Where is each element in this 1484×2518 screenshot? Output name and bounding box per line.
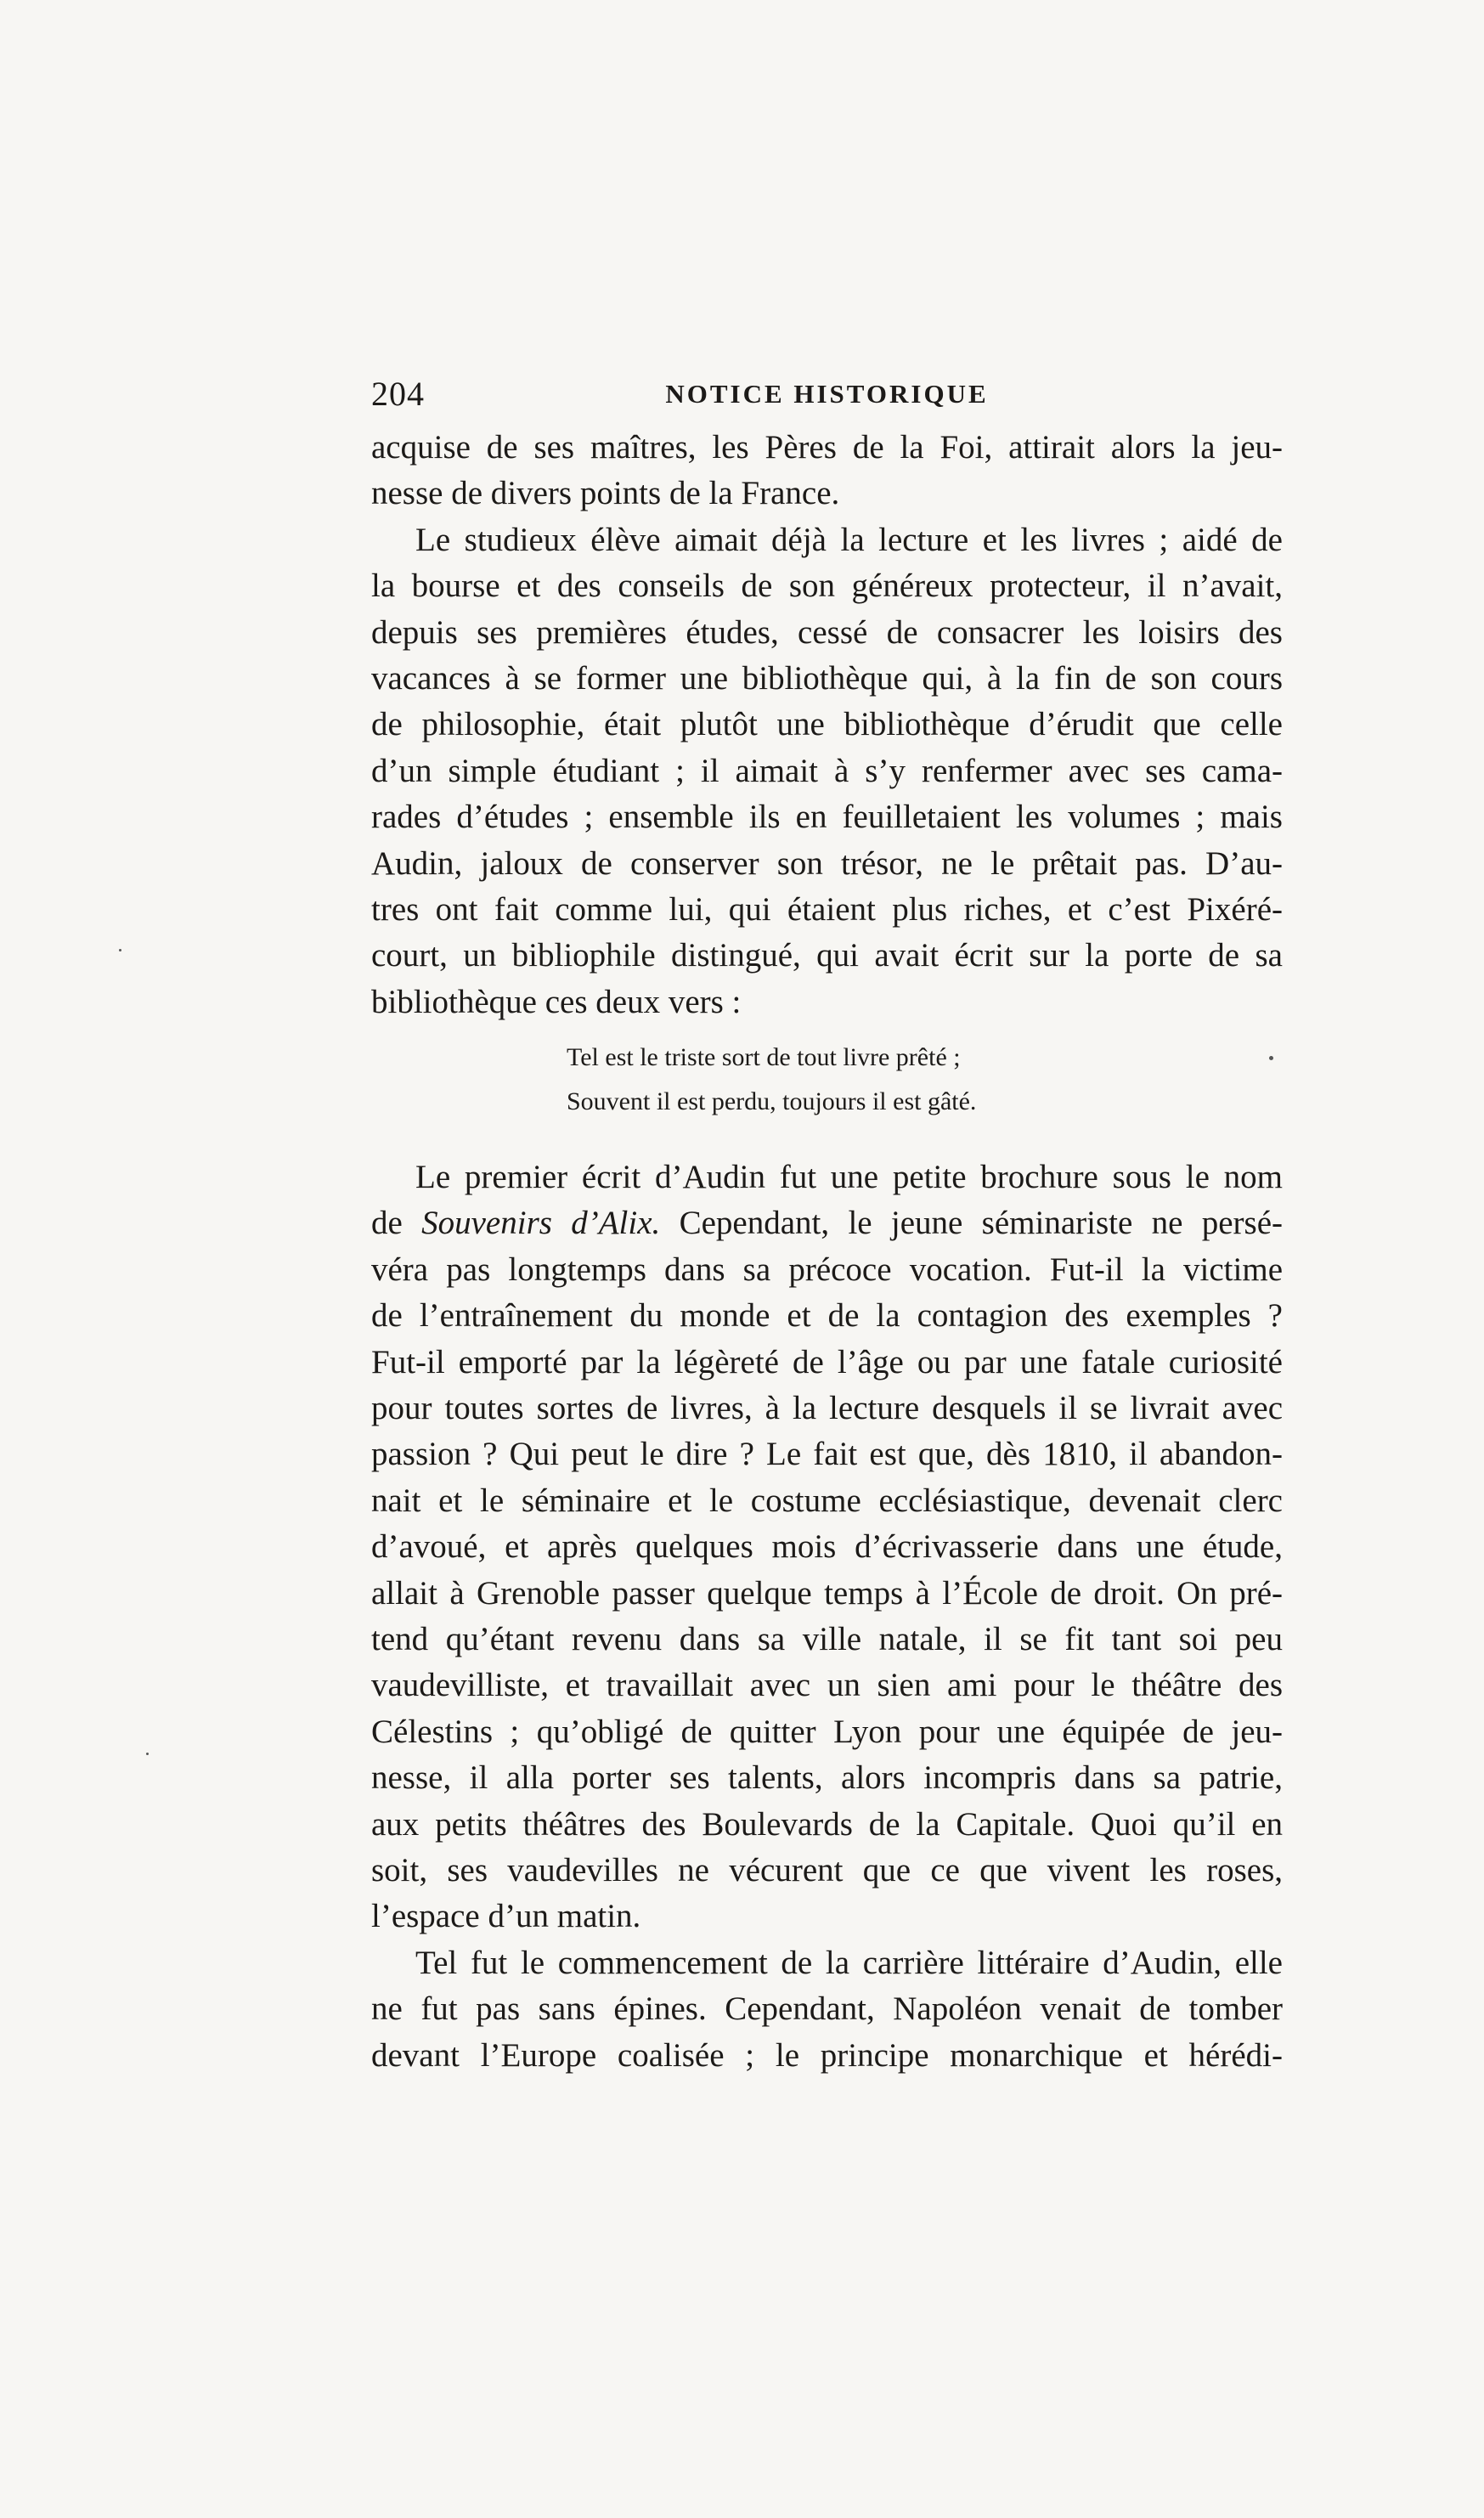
text-line: nesse, il alla porter ses talents, alors incompris dans sa patrie, (371, 1759, 1283, 1797)
text-line: tend qu’étant revenu dans sa ville natale, il se fit tant soi peu (371, 1620, 1283, 1657)
text-fragment: Cependant, le jeune séminariste ne persé- (660, 1205, 1283, 1242)
text-fragment: de (371, 1205, 422, 1242)
scan-speck (1269, 1056, 1273, 1060)
text-line (371, 1200, 1283, 1246)
text-line: aux petits théâtres des Boulevards de la Capitale. Quoi qu’il en (371, 1805, 1283, 1843)
text-line: rades d’études ; ensemble ils en feuilletaient les volumes ; mais (371, 799, 1283, 836)
running-head (371, 374, 1283, 425)
text-line: court, un bibliophile distingué, qui avait écrit sur la porte de sa (371, 937, 1283, 974)
text-line: Célestins ; qu’obligé de quitter Lyon pour une équipée de jeu- (371, 1713, 1283, 1750)
running-title: NOTICE HISTORIQUE (665, 379, 989, 409)
text-line: depuis ses premières études, cessé de consacrer les loisirs des (371, 613, 1283, 651)
text-line: devant l’Europe coalisée ; le principe monarchique et hérédi- (371, 2036, 1283, 2074)
text-line: vacances à se former une bibliothèque qui, à la fin de son cours (371, 659, 1283, 697)
text-line: passion ? Qui peut le dire ? Le fait est que, dès 1810, il abandon- (371, 1436, 1283, 1473)
verse-line: Tel est le triste sort de tout livre prêté ; (567, 1043, 961, 1072)
text-line: Tel fut le commencement de la carrière littéraire d’Audin, elle (415, 1944, 1283, 1981)
text-line: bibliothèque ces deux vers : (371, 983, 742, 1020)
text-line: acquise de ses maîtres, les Pères de la Foi, attirait alors la jeu- (371, 429, 1283, 466)
paragraph-4 (371, 1940, 1283, 2079)
paragraph-1 (371, 425, 1283, 517)
text-line: Le premier écrit d’Audin fut une petite brochure sous le nom (415, 1159, 1283, 1196)
verse-line: Souvent il est perdu, toujours il est gâté. (567, 1087, 977, 1116)
paragraph-3 (371, 1155, 1283, 1940)
text-line: vaudevilliste, et travaillait avec un sien ami pour le théâtre des (371, 1667, 1283, 1704)
text-line: nesse de divers points de la France. (371, 475, 840, 512)
text-line: Audin, jaloux de conserver son trésor, ne le prêtait pas. D’au- (371, 844, 1283, 882)
text-line: nait et le séminaire et le costume ecclésiastique, devenait clerc (371, 1482, 1283, 1519)
text-line: de l’entraînement du monde et de la contagion des exemples ? (371, 1297, 1283, 1335)
book-title-italic: Souvenirs d’Alix. (421, 1205, 661, 1242)
text-line: véra pas longtemps dans sa précoce vocation. Fut-il la victime (371, 1251, 1283, 1288)
text-line: Le studieux élève aimait déjà la lecture et les livres ; aidé de (415, 521, 1283, 558)
paragraph-2 (371, 517, 1283, 1025)
text-line: d’avoué, et après quelques mois d’écrivasserie dans une étude, (371, 1528, 1283, 1566)
text-line: de philosophie, était plutôt une bibliothèque d’érudit que celle (371, 706, 1283, 743)
page-number: 204 (371, 375, 425, 413)
text-line: ne fut pas sans épines. Cependant, Napoléon venait de tomber (371, 1990, 1283, 2028)
text-line: l’espace d’un matin. (371, 1898, 641, 1935)
text-line: pour toutes sortes de livres, à la lecture desquels il se livrait avec (371, 1390, 1283, 1427)
scan-speck (119, 949, 121, 951)
text-line: tres ont fait comme lui, qui étaient plus riches, et c’est Pixéré- (371, 890, 1283, 928)
scan-speck (146, 1753, 149, 1755)
verse-quotation (371, 1036, 1283, 1124)
text-line: Fut-il emporté par la légèreté de l’âge ou par une fatale curiosité (371, 1343, 1283, 1380)
text-line: la bourse et des conseils de son généreux protecteur, il n’avait, (371, 567, 1283, 605)
text-line: soit, ses vaudevilles ne vécurent que ce que vivent les roses, (371, 1851, 1283, 1888)
book-page (371, 374, 1283, 2079)
text-line: d’un simple étudiant ; il aimait à s’y renfermer avec ses cama- (371, 752, 1283, 789)
text-line: allait à Grenoble passer quelque temps à l’École de droit. On pré- (371, 1574, 1283, 1612)
